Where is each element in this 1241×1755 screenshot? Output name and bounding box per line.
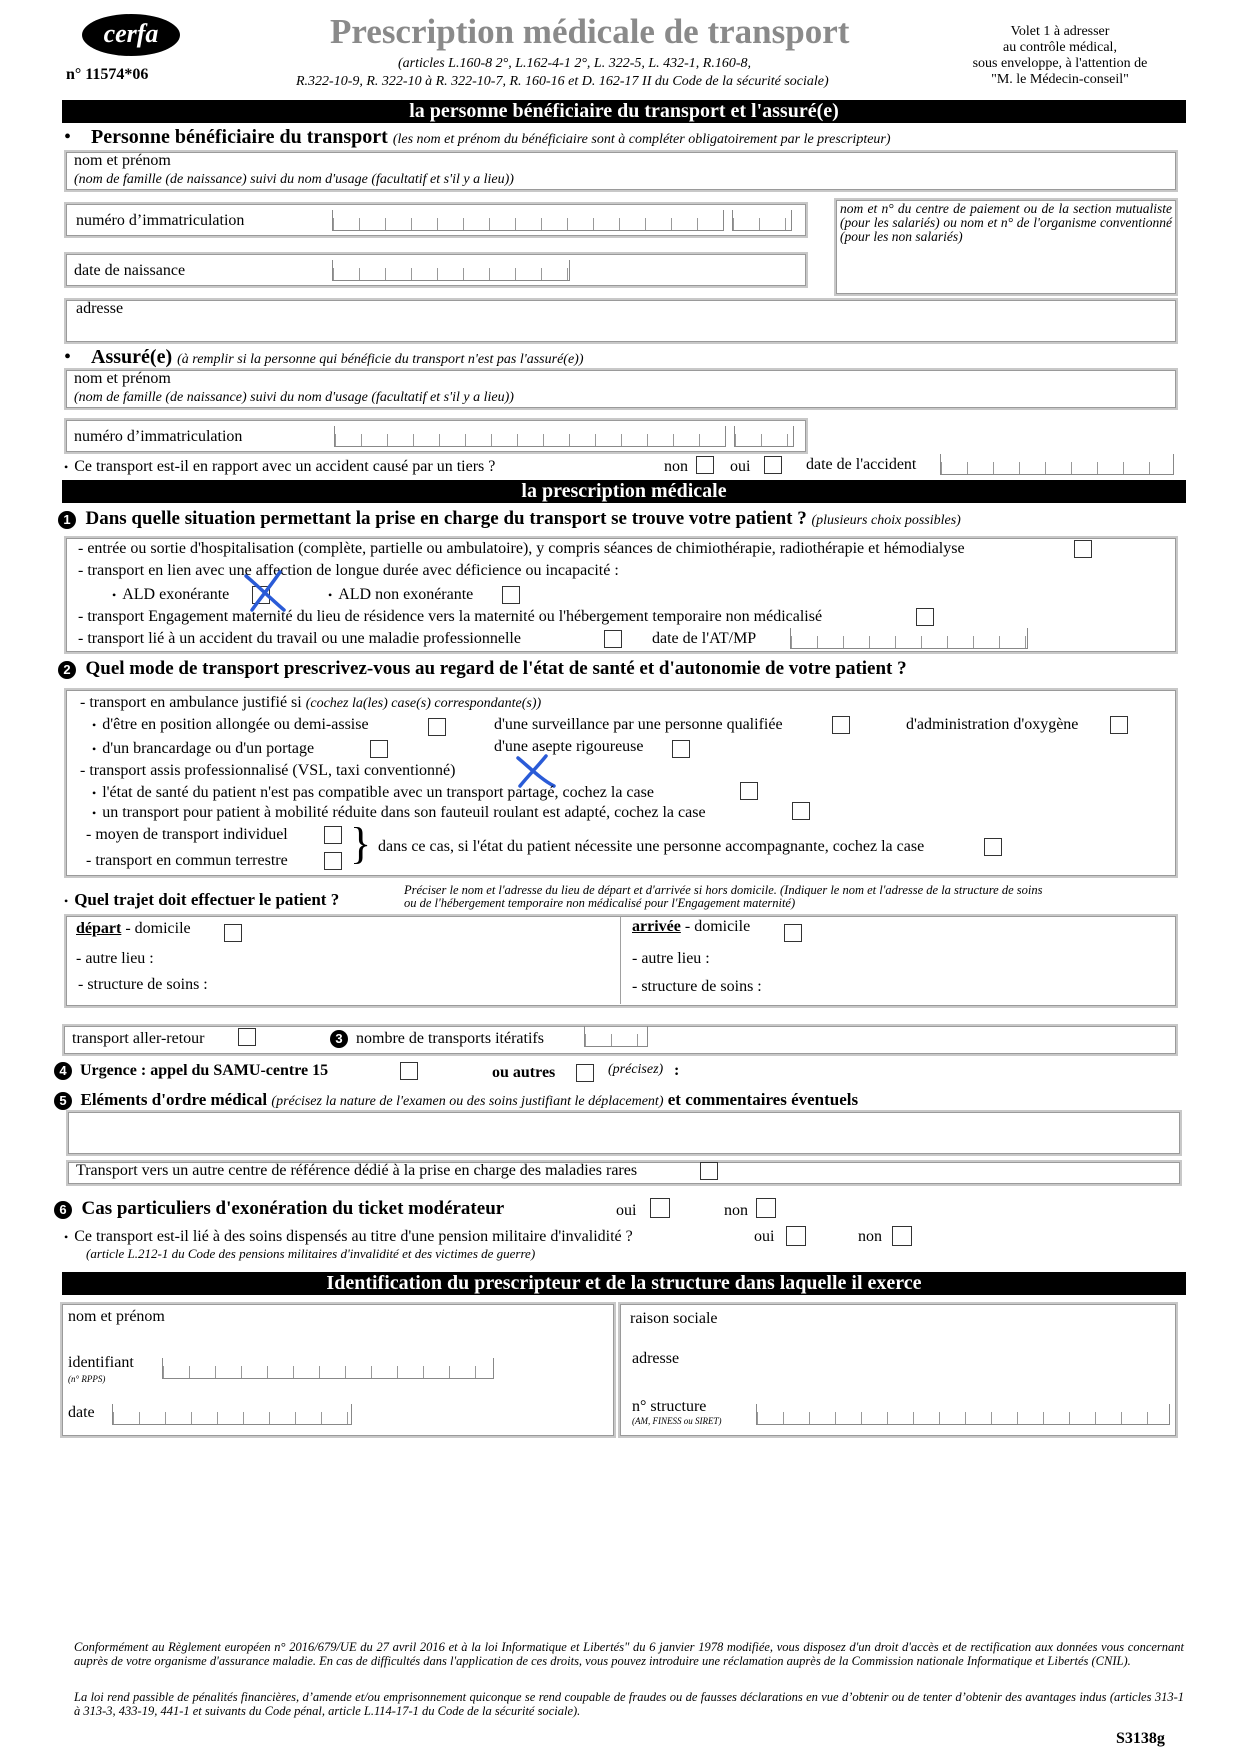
depart-label: départ - domicile <box>76 920 191 937</box>
immat-key-cells[interactable] <box>732 210 792 231</box>
ambulance-label: - transport en ambulance justifié si (cochez la(les) case(s) correspondante(s)) <box>80 694 542 711</box>
prescripteur-name-label[interactable]: nom et prénom <box>68 1308 165 1325</box>
rgpd-notice: Conformément au Règlement européen n° 2016/679/UE du 27 avril 2016 et à la loi Informatique et Libertés" du 6 janvier 1978 modifiée, vous disposez d'un droit d'accès et de rectification aux données vous concernant auprès de votre organisme d'assurance maladie. En cas de difficultés dans l'application de ces droits, vous pouvez introduire une réclamation auprès de la Commission nationale Informatique et Libertés (CNIL). <box>74 1640 1184 1668</box>
maternite-checkbox[interactable] <box>916 608 934 626</box>
prescripteur-date-cells[interactable] <box>112 1404 352 1425</box>
accident-question: • Ce transport est-il en rapport avec un accident causé par un tiers ? <box>64 458 496 475</box>
accident-date-label: date de l'accident <box>806 456 917 473</box>
urgence-samu-checkbox[interactable] <box>400 1062 418 1080</box>
assis-pmr-checkbox[interactable] <box>792 802 810 820</box>
accompagnant-label: dans ce cas, si l'état du patient nécessite une personne accompagnante, cochez la case <box>378 838 925 855</box>
urgence-autres-checkbox[interactable] <box>576 1064 594 1082</box>
amb-asepsie-checkbox[interactable] <box>672 740 690 758</box>
exoneration-oui-checkbox[interactable] <box>650 1198 670 1218</box>
band-prescription: la prescription médicale <box>62 480 1186 503</box>
ald-exo-label: • ALD exonérante <box>112 586 230 603</box>
exoneration-non-label: non <box>724 1202 748 1219</box>
cerfa-logo: cerfa <box>82 14 180 56</box>
maladies-rares-checkbox[interactable] <box>700 1162 718 1180</box>
amb-brancardage-checkbox[interactable] <box>370 740 388 758</box>
arrivee-label: arrivée - domicile <box>632 918 751 935</box>
amb-oxygene-label: d'administration d'oxygène <box>906 716 1079 733</box>
assure-name-field[interactable]: nom et prénom (nom de famille (de naissance) suivi du nom d'usage (facultatif et s'il y a lieu)) <box>64 368 1178 410</box>
precisez-colon: : <box>674 1062 680 1079</box>
beneficiaire-birth-field[interactable]: date de naissance <box>64 252 808 288</box>
beneficiaire-address-field[interactable]: adresse <box>64 298 1178 344</box>
situation-hospitalisation: - entrée ou sortie d'hospitalisation (complète, partielle ou ambulatoire), y compris séances de chimiothérapie, radiothérapie et hémodialyse <box>78 540 965 557</box>
commun-checkbox[interactable] <box>324 852 342 870</box>
arrivee-domicile-checkbox[interactable] <box>784 924 802 942</box>
amb-asepsie-label: d'une asepte rigoureuse <box>494 738 644 755</box>
birth-cells[interactable] <box>332 260 570 281</box>
situation-maternite: - transport Engagement maternité du lieu de résidence vers la maternité ou l'hébergement temporaire non médicalisé <box>78 608 823 625</box>
pension-oui-checkbox[interactable] <box>786 1226 806 1246</box>
assis-partage-checkbox[interactable] <box>740 782 758 800</box>
brace-icon: } <box>350 819 372 868</box>
raison-sociale-label[interactable]: raison sociale <box>630 1310 718 1327</box>
ald-nonexo-checkbox[interactable] <box>502 586 520 604</box>
amb-surveillance-checkbox[interactable] <box>832 716 850 734</box>
rpps-note: (n° RPPS) <box>68 1374 106 1384</box>
trajet-divider <box>620 916 621 1004</box>
structure-number-note: (AM, FINESS ou SIRET) <box>632 1416 722 1426</box>
elements-field[interactable] <box>66 1110 1182 1156</box>
centre-paiement-field[interactable]: nom et n° du centre de paiement ou de la section mutualiste (pour les salariés) ou nom et n° de l'organisme conventionné (pour les non salariés) <box>834 198 1178 296</box>
assure-immat-cells[interactable] <box>334 426 726 447</box>
page-title: Prescription médicale de transport <box>330 12 850 51</box>
exoneration-non-checkbox[interactable] <box>756 1198 776 1218</box>
structure-adresse-label[interactable]: adresse <box>632 1350 680 1367</box>
amb-brancardage-label: • d'un brancardage ou d'un portage <box>92 740 315 757</box>
assis-pmr-label: • un transport pour patient à mobilité réduite dans son fauteuil roulant est adapté, cochez la case <box>92 804 706 821</box>
prescripteur-date-label: date <box>68 1404 95 1421</box>
trajet-note: Préciser le nom et l'adresse du lieu de départ et d'arrivée si hors domicile. (Indiquer le nom et l'adresse de la structure de soins ou de l'hébergement temporaire non médicalisé pour l'Engagement maternité) <box>404 883 1043 910</box>
amb-allongee-checkbox[interactable] <box>428 718 446 736</box>
amb-oxygene-checkbox[interactable] <box>1110 716 1128 734</box>
individuel-label: - moyen de transport individuel <box>86 826 288 843</box>
handwritten-x-ald-icon <box>240 566 296 616</box>
q2-heading: 2 Quel mode de transport prescrivez-vous au regard de l'état de santé et d'autonomie de votre patient ? <box>58 658 907 680</box>
aller-retour-label: transport aller-retour <box>72 1030 205 1047</box>
beneficiaire-name-field[interactable]: nom et prénom (nom de famille (de naissance) suivi du nom d'usage (facultatif et s'il y a lieu)) <box>64 150 1178 192</box>
accompagnant-checkbox[interactable] <box>984 838 1002 856</box>
beneficiaire-heading: • Personne bénéficiaire du transport (les nom et prénom du bénéficiaire sont à compléter obligatoirement par le prescripteur) <box>64 126 891 148</box>
individuel-checkbox[interactable] <box>324 826 342 844</box>
depart-structure[interactable]: - structure de soins : <box>78 976 208 993</box>
at-mp-checkbox[interactable] <box>604 630 622 648</box>
arrivee-structure[interactable]: - structure de soins : <box>632 978 762 995</box>
assis-partage-label: • l'état de santé du patient n'est pas compatible avec un transport partagé, cochez la case <box>92 784 654 801</box>
form-number: n° 11574*06 <box>66 66 149 83</box>
situation-at-mp: - transport lié à un accident du travail ou une maladie professionnelle <box>78 630 521 647</box>
at-mp-date-cells[interactable] <box>790 628 1028 649</box>
arrivee-autre-lieu[interactable]: - autre lieu : <box>632 950 710 967</box>
form-code: S3138g <box>1116 1730 1165 1747</box>
ald-nonexo-label: • ALD non exonérante <box>328 586 474 603</box>
band-prescripteur: Identification du prescripteur et de la structure dans laquelle il exerce <box>62 1272 1186 1295</box>
hospitalisation-checkbox[interactable] <box>1074 540 1092 558</box>
ou-autres-label: ou autres <box>492 1064 556 1081</box>
pension-non-label: non <box>858 1228 882 1245</box>
accident-non-checkbox[interactable] <box>696 456 714 474</box>
commun-label: - transport en commun terrestre <box>86 852 288 869</box>
structure-number-label: n° structure <box>632 1398 707 1415</box>
iteratifs-cells[interactable] <box>584 1026 648 1047</box>
iteratifs-label: 3 nombre de transports itératifs <box>330 1030 544 1048</box>
assis-label: - transport assis professionnalisé (VSL, taxi conventionné) <box>80 762 456 779</box>
assure-immat-key-cells[interactable] <box>734 426 794 447</box>
assure-immat-field[interactable]: numéro d’immatriculation <box>64 418 808 454</box>
prescripteur-id-label: identifiant <box>68 1354 134 1371</box>
accident-oui-label: oui <box>730 458 751 475</box>
legal-line-2: R.322-10-9, R. 322-10 à R. 322-10-7, R. 160-16 et D. 162-17 II du Code de la sécurité sociale) <box>296 74 829 89</box>
penal-notice: La loi rend passible de pénalités financières, d’amende et/ou emprisonnement quiconque se rend coupable de fraudes ou de fausses déclarations en vue d’obtenir ou de tenter d’obtenir des avantages indus (articles 313-1 à 313-3, 433-19, 441-1 et suivants du Code pénal, article L.114-17-1 du Code de la sécurité sociale). <box>74 1690 1184 1718</box>
pension-oui-label: oui <box>754 1228 775 1245</box>
accident-oui-checkbox[interactable] <box>764 456 782 474</box>
immat-cells[interactable] <box>332 210 724 231</box>
assure-heading: • Assuré(e) (à remplir si la personne qui bénéficie du transport n'est pas l'assuré(e)) <box>64 346 584 368</box>
volet-notice: Volet 1 à adresser au contrôle médical, sous enveloppe, à l'attention de "M. le Médecin-conseil" <box>972 24 1148 87</box>
depart-autre-lieu[interactable]: - autre lieu : <box>76 950 154 967</box>
accident-non-label: non <box>664 458 688 475</box>
accident-date-cells[interactable] <box>940 454 1174 475</box>
at-mp-date-label: date de l'AT/MP <box>652 630 757 647</box>
situation-ald: - transport en lien avec une affection de longue durée avec déficience ou incapacité : <box>78 562 619 579</box>
urgence-label: 4 Urgence : appel du SAMU-centre 15 <box>54 1062 328 1080</box>
aller-retour-checkbox[interactable] <box>238 1028 256 1046</box>
q1-heading: 1 Dans quelle situation permettant la prise en charge du transport se trouve votre patient ? (plusieurs choix possibles) <box>58 508 961 530</box>
beneficiaire-immat-field[interactable]: numéro d’immatriculation <box>64 202 808 238</box>
depart-domicile-checkbox[interactable] <box>224 924 242 942</box>
trajet-heading: • Quel trajet doit effectuer le patient ? <box>64 890 340 909</box>
pension-non-checkbox[interactable] <box>892 1226 912 1246</box>
amb-allongee-label: • d'être en position allongée ou demi-assise <box>92 716 369 733</box>
maladies-rares-label: Transport vers un autre centre de référence dédié à la prise en charge des maladies rares <box>76 1162 638 1179</box>
structure-number-cells[interactable] <box>756 1404 1170 1425</box>
pension-question: • Ce transport est-il lié à des soins dispensés au titre d'une pension militaire d'invalidité ? <box>64 1228 633 1245</box>
elements-heading: 5 Eléments d'ordre médical (précisez la nature de l'examen ou des soins justifiant le déplacement) et commentaires éventuels <box>54 1090 858 1110</box>
amb-surveillance-label: d'une surveillance par une personne qualifiée <box>494 716 783 733</box>
exoneration-oui-label: oui <box>616 1202 637 1219</box>
precisez-label: (précisez) <box>608 1062 664 1077</box>
legal-line-1: (articles L.160-8 2°, L.162-4-1 2°, L. 322-5, L. 432-1, R.160-8, <box>398 56 752 71</box>
pension-note: (article L.212-1 du Code des pensions militaires d'invalidité et des victimes de guerre) <box>86 1246 536 1261</box>
exoneration-heading: 6 Cas particuliers d'exonération du ticket modérateur <box>54 1198 504 1220</box>
band-beneficiaire: la personne bénéficiaire du transport et l'assuré(e) <box>62 100 1186 123</box>
rpps-cells[interactable] <box>162 1358 494 1379</box>
